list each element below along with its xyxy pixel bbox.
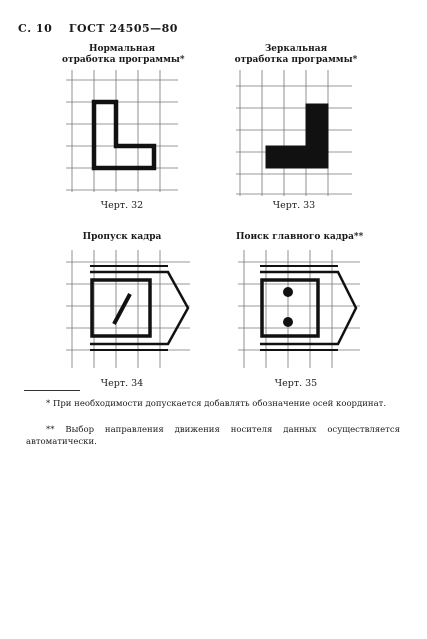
figure-34-label: Черт. 34 — [100, 378, 144, 389]
figure-33-caption-line2: отработка программы* — [234, 55, 358, 65]
figure-34-symbol — [66, 250, 190, 370]
page-number: С. 10 — [18, 22, 53, 35]
figure-32-caption-line2: отработка программы* — [62, 55, 185, 65]
figure-33-caption-line1: Зеркальная — [264, 44, 328, 54]
footnote-2: ** Выбор направления движения носителя данных осуществляется автоматически. — [26, 425, 400, 447]
figure-33-caption — [234, 44, 358, 66]
figure-33-symbol — [236, 70, 352, 196]
figure-32-caption — [62, 44, 185, 66]
footnote-separator — [24, 390, 80, 391]
figure-35-caption-line1: Поиск главного кадра** — [236, 232, 364, 242]
figure-35-symbol — [238, 250, 360, 370]
figure-34-caption-line1: Пропуск кадра — [82, 232, 162, 242]
figure-32-caption-line1: Нормальная — [89, 44, 155, 54]
figure-33-label: Черт. 33 — [272, 200, 316, 211]
figure-32-label: Черт. 32 — [100, 200, 144, 211]
footnote-1: * При необходимости допускается добавлять обозначение осей координат. — [46, 399, 387, 409]
standard-number: ГОСТ 24505—80 — [68, 22, 178, 35]
figure-35-caption — [236, 232, 364, 243]
figure-34-caption — [62, 232, 182, 243]
figure-35-label: Черт. 35 — [274, 378, 318, 389]
figure-32-symbol — [66, 70, 178, 192]
page-header — [18, 22, 178, 35]
